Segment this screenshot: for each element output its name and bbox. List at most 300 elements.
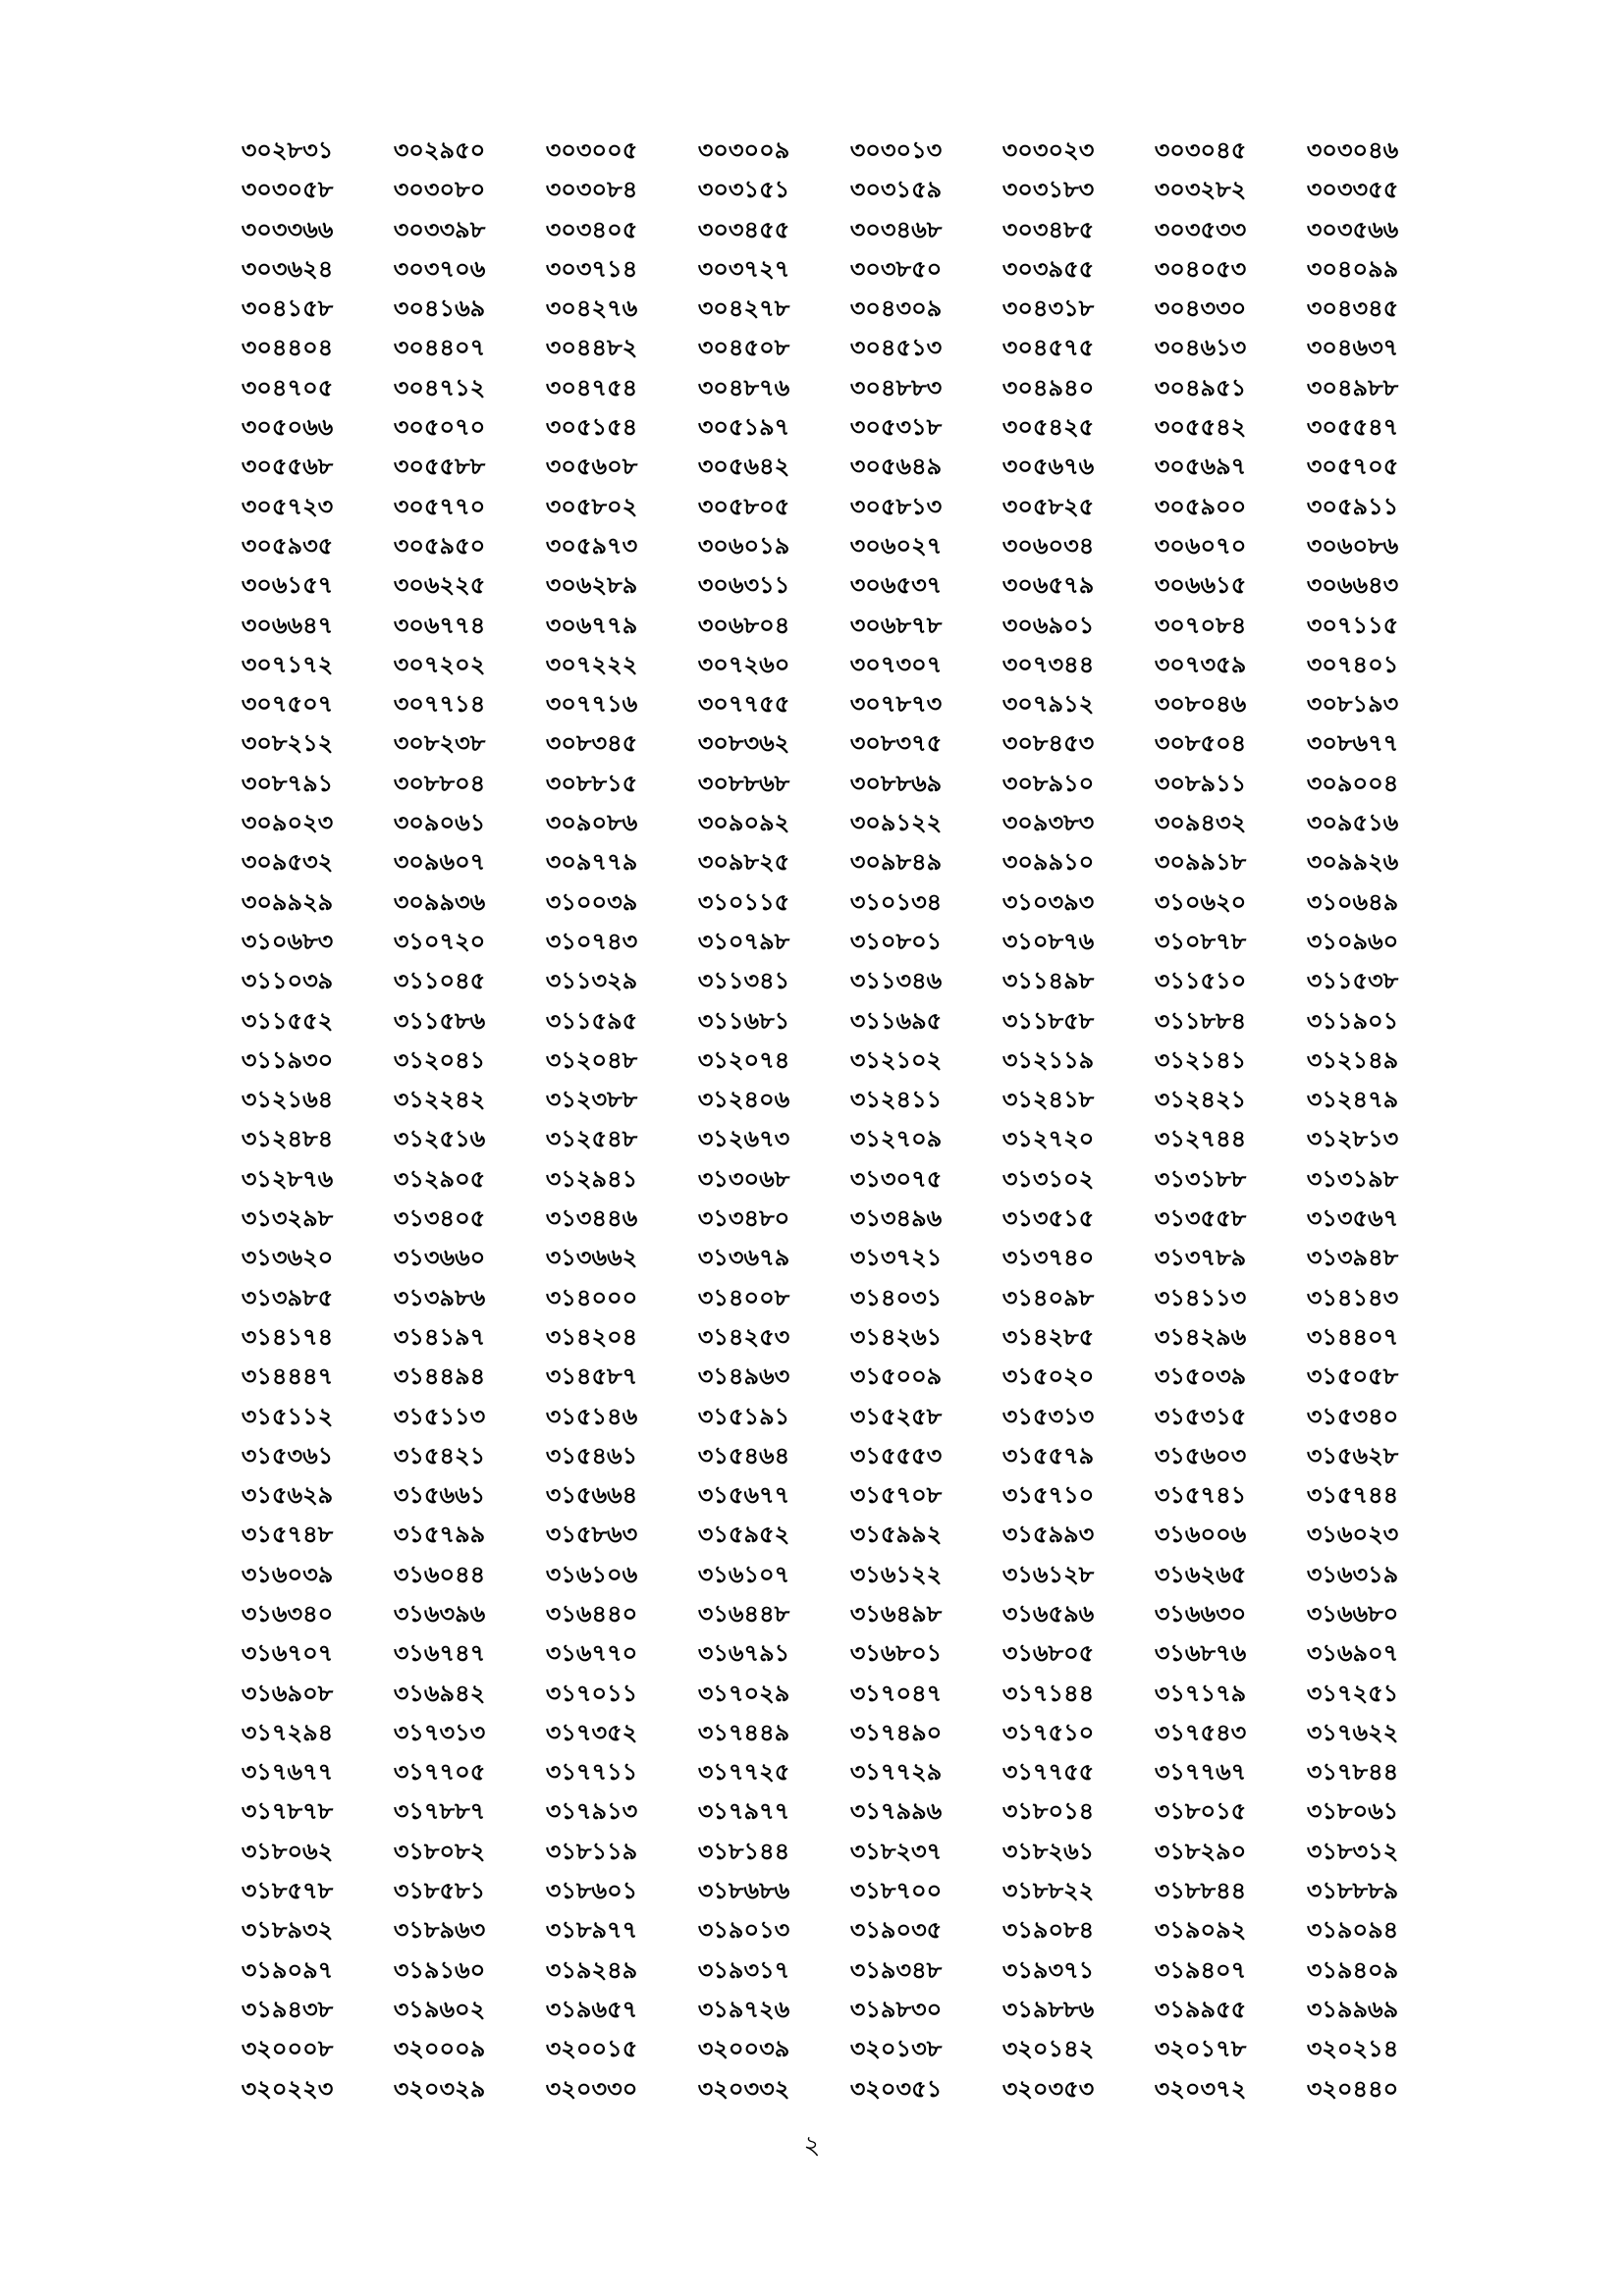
table-cell: ৩১৮০১৫ xyxy=(1154,1797,1247,1826)
table-cell: ৩১৮৮৮৯ xyxy=(1306,1877,1399,1905)
table-cell: ৩০৫৮০৫ xyxy=(697,492,790,520)
table-cell: ৩১৭২৯৪ xyxy=(241,1718,334,1746)
table-cell: ৩১৭৯৭৭ xyxy=(697,1797,790,1826)
table-cell: ৩১৩১০২ xyxy=(1001,1164,1095,1193)
table-cell: ৩১৩৭৪০ xyxy=(1001,1244,1095,1272)
table-cell: ৩০৪৫১৩ xyxy=(849,334,943,362)
table-cell: ৩১৩৭৮৯ xyxy=(1154,1244,1247,1272)
table-cell: ৩০৭৭১৪ xyxy=(393,690,486,719)
table-cell: ৩০৬৫৩৭ xyxy=(849,571,943,600)
table-cell: ৩১০৯৬০ xyxy=(1306,927,1399,955)
table-cell: ৩০৫৫৪৭ xyxy=(1306,413,1399,442)
table-cell: ৩২০০১৫ xyxy=(545,2035,638,2063)
table-cell: ৩১৯০৮৪ xyxy=(1001,1916,1095,1945)
table-cell: ৩০৩১৫১ xyxy=(697,176,790,204)
table-cell: ৩০৩৩৬৬ xyxy=(241,215,334,243)
table-cell: ৩০৫৩১৮ xyxy=(849,413,943,442)
table-cell: ৩১৩১৮৮ xyxy=(1154,1164,1247,1193)
table-cell: ৩০৩০২৩ xyxy=(1001,136,1095,164)
table-cell: ৩১৩৯৪৮ xyxy=(1306,1244,1399,1272)
table-cell: ৩১৭৫১০ xyxy=(1001,1718,1095,1746)
table-cell: ৩০৩০০৯ xyxy=(697,136,790,164)
table-cell: ৩২০৩৭২ xyxy=(1154,2074,1247,2103)
table-cell: ৩১১৮৫৮ xyxy=(1001,1006,1095,1035)
table-cell: ৩০৩০৫৮ xyxy=(241,176,334,204)
table-cell: ৩১৮৬৮৬ xyxy=(697,1877,790,1905)
table-cell: ৩১৭৯১৩ xyxy=(545,1797,638,1826)
table-cell: ৩০৮৩৭৫ xyxy=(849,729,943,758)
table-cell: ৩০৪২৭৬ xyxy=(545,294,638,323)
table-cell: ৩১১০৩৯ xyxy=(241,967,334,995)
table-cell: ৩০২৮৩১ xyxy=(241,136,334,164)
table-cell: ৩১২৮১৩ xyxy=(1306,1125,1399,1153)
table-cell: ৩০৪৪০৪ xyxy=(241,334,334,362)
table-cell: ৩১৫৩১৩ xyxy=(1001,1402,1095,1430)
table-cell: ৩১৫৩১৫ xyxy=(1154,1402,1247,1430)
table-cell: ৩১২৫৪৮ xyxy=(545,1125,638,1153)
table-cell: ৩১০৮৭৮ xyxy=(1154,927,1247,955)
table-cell: ৩১০৮৭৬ xyxy=(1001,927,1095,955)
table-cell: ৩১৬৮০৫ xyxy=(1001,1639,1095,1668)
table-cell: ৩০৩০৮০ xyxy=(393,176,486,204)
table-cell: ৩১৪১৯৭ xyxy=(393,1322,486,1351)
table-cell: ৩১২৫১৬ xyxy=(393,1125,486,1153)
table-cell: ৩০৪৮৭৬ xyxy=(697,373,790,401)
table-cell: ৩০৯৯২৯ xyxy=(241,887,334,916)
table-cell: ৩১৩৬৬২ xyxy=(545,1244,638,1272)
table-cell: ৩১৯৬০২ xyxy=(393,1995,486,2023)
table-cell: ৩২০০৩৯ xyxy=(697,2035,790,2063)
table-cell: ৩০৫৬০৮ xyxy=(545,453,638,481)
table-cell: ৩০৯০৬১ xyxy=(393,809,486,837)
table-cell: ৩০৪৩৪৫ xyxy=(1306,294,1399,323)
table-cell: ৩১৫২৫৮ xyxy=(849,1402,943,1430)
table-cell: ৩১৫৭০৮ xyxy=(849,1481,943,1510)
table-cell: ৩১২৪৭৯ xyxy=(1306,1086,1399,1114)
table-cell: ৩২০২২৩ xyxy=(241,2074,334,2103)
table-cell: ৩১২১১৯ xyxy=(1001,1045,1095,1074)
table-cell: ৩১৭৬৭৭ xyxy=(241,1758,334,1787)
table-cell: ৩০৭৫০৭ xyxy=(241,690,334,719)
table-cell: ৩০৭৩৫৯ xyxy=(1154,650,1247,678)
table-cell: ৩১৩১৯৮ xyxy=(1306,1164,1399,1193)
table-cell: ৩১৩৫৬৭ xyxy=(1306,1204,1399,1233)
table-cell: ৩১৯৪৩৮ xyxy=(241,1995,334,2023)
table-cell: ৩০৩৫৬৬ xyxy=(1306,215,1399,243)
table-cell: ৩০৩৭০৬ xyxy=(393,254,486,283)
table-cell: ৩১০৩৯৩ xyxy=(1001,887,1095,916)
table-cell: ৩১১৫৫২ xyxy=(241,1006,334,1035)
table-cell: ৩০৩৪০৫ xyxy=(545,215,638,243)
table-cell: ৩০৩০৪৫ xyxy=(1154,136,1247,164)
table-cell: ৩১৭৮৪৪ xyxy=(1306,1758,1399,1787)
table-cell: ৩০৫০৬৬ xyxy=(241,413,334,442)
table-cell: ৩১৭২৫১ xyxy=(1306,1679,1399,1707)
table-cell: ৩০৩২৮২ xyxy=(1154,176,1247,204)
table-cell: ৩০৪৯৮৮ xyxy=(1306,373,1399,401)
table-cell: ৩০৫৮০২ xyxy=(545,492,638,520)
table-cell: ৩১৮০৮২ xyxy=(393,1837,486,1865)
table-cell: ৩১৯৭২৬ xyxy=(697,1995,790,2023)
table-cell: ৩০৮৫০৪ xyxy=(1154,729,1247,758)
table-cell: ৩১৭১৪৪ xyxy=(1001,1679,1095,1707)
table-cell: ৩১৬৯০৭ xyxy=(1306,1639,1399,1668)
table-cell: ৩০৪২৭৮ xyxy=(697,294,790,323)
table-cell: ৩১২১৬৪ xyxy=(241,1086,334,1114)
table-cell: ৩০৩৪৮৫ xyxy=(1001,215,1095,243)
table-cell: ৩১৫০৫৮ xyxy=(1306,1362,1399,1391)
table-cell: ৩১৩৯৮৫ xyxy=(241,1283,334,1311)
table-cell: ৩১০৭২০ xyxy=(393,927,486,955)
table-cell: ৩০২৯৫০ xyxy=(393,136,486,164)
table-cell: ৩০৫৬৪২ xyxy=(697,453,790,481)
table-cell: ৩১৬৪৪৮ xyxy=(697,1599,790,1628)
table-cell: ৩১৭৭২৯ xyxy=(849,1758,943,1787)
table-cell: ৩০৫৮২৫ xyxy=(1001,492,1095,520)
table-cell: ৩১৬০০৬ xyxy=(1154,1521,1247,1549)
table-cell: ৩০৮৭৯১ xyxy=(241,769,334,797)
table-cell: ৩১৭৪৯০ xyxy=(849,1718,943,1746)
table-cell: ৩১৬৭৯১ xyxy=(697,1639,790,1668)
table-cell: ৩১৫৪২১ xyxy=(393,1441,486,1469)
table-cell: ৩০৬০৩৪ xyxy=(1001,531,1095,560)
number-table xyxy=(211,131,1429,2109)
table-cell: ৩০৩১৮৩ xyxy=(1001,176,1095,204)
table-cell: ৩১৬১০৬ xyxy=(545,1560,638,1588)
table-cell: ৩১৫৯৫২ xyxy=(697,1521,790,1549)
table-cell: ৩১০৬২০ xyxy=(1154,887,1247,916)
table-cell: ৩১৩৪৪৬ xyxy=(545,1204,638,1233)
table-cell: ৩১২৪২১ xyxy=(1154,1086,1247,1114)
table-cell: ৩১২৩৮৮ xyxy=(545,1086,638,1114)
table-cell: ৩১৭১৭৯ xyxy=(1154,1679,1247,1707)
table-cell: ৩২০৩৩২ xyxy=(697,2074,790,2103)
table-cell: ৩০৭১১৫ xyxy=(1306,611,1399,639)
table-cell: ৩১৫৭৯৯ xyxy=(393,1521,486,1549)
table-cell: ৩০৪১৫৮ xyxy=(241,294,334,323)
table-cell: ৩১৮১৪৪ xyxy=(697,1837,790,1865)
table-cell: ৩১১৫১০ xyxy=(1154,967,1247,995)
table-cell: ৩০৩৭১৪ xyxy=(545,254,638,283)
table-cell: ৩০৬২৮৯ xyxy=(545,571,638,600)
table-cell: ৩০৫০৭০ xyxy=(393,413,486,442)
table-cell: ৩১৬৭৭০ xyxy=(545,1639,638,1668)
table-cell: ৩০৫৫৪২ xyxy=(1154,413,1247,442)
table-cell: ৩১৯০১৩ xyxy=(697,1916,790,1945)
table-cell: ৩০৬০২৭ xyxy=(849,531,943,560)
table-cell: ৩১১৫৩৮ xyxy=(1306,967,1399,995)
table-cell: ৩১৯৬৫৭ xyxy=(545,1995,638,2023)
table-cell: ৩১৫১১৩ xyxy=(393,1402,486,1430)
table-cell: ৩১২৪০৬ xyxy=(697,1086,790,1114)
table-cell: ৩১৩০৭৫ xyxy=(849,1164,943,1193)
table-cell: ৩০৬০৮৬ xyxy=(1306,531,1399,560)
table-cell: ৩১৫৯৯২ xyxy=(849,1521,943,1549)
table-cell: ৩০৭৪০১ xyxy=(1306,650,1399,678)
table-cell: ৩০৯০২৩ xyxy=(241,809,334,837)
table-cell: ৩০৭৭১৬ xyxy=(545,690,638,719)
table-cell: ৩১১৩৪৬ xyxy=(849,967,943,995)
table-cell: ৩০৩৮৫০ xyxy=(849,254,943,283)
table-cell: ৩২০৩৫১ xyxy=(849,2074,943,2103)
table-cell: ৩০৬৫৭৯ xyxy=(1001,571,1095,600)
table-cell: ৩০৬৩১১ xyxy=(697,571,790,600)
table-cell: ৩১০৭৪৩ xyxy=(545,927,638,955)
table-cell: ৩২০১৩৮ xyxy=(849,2035,943,2063)
table-cell: ৩১৯১৬০ xyxy=(393,1955,486,1984)
table-cell: ৩০৬৬১৫ xyxy=(1154,571,1247,600)
table-cell: ৩১৯২৪৯ xyxy=(545,1955,638,1984)
table-cell: ৩১৬৭৪৭ xyxy=(393,1639,486,1668)
table-cell: ৩১৩০৬৮ xyxy=(697,1164,790,1193)
table-cell: ৩০৫৭০৫ xyxy=(1306,453,1399,481)
table-cell: ৩১৩৪৯৬ xyxy=(849,1204,943,1233)
table-cell: ৩১৪৯৬৩ xyxy=(697,1362,790,1391)
table-cell: ৩১৭৭৫৫ xyxy=(1001,1758,1095,1787)
table-cell: ৩১৭৫৪৩ xyxy=(1154,1718,1247,1746)
table-cell: ৩১৬৩৪০ xyxy=(241,1599,334,1628)
table-cell: ৩০৩৭২৭ xyxy=(697,254,790,283)
table-cell: ৩১৫৬৭৭ xyxy=(697,1481,790,1510)
table-cell: ৩১৭৭১১ xyxy=(545,1758,638,1787)
table-cell: ৩০৫৪২৫ xyxy=(1001,413,1095,442)
table-cell: ৩১৬৭০৭ xyxy=(241,1639,334,1668)
table-cell: ৩১২৪৮৪ xyxy=(241,1125,334,1153)
table-cell: ৩০৮৯১১ xyxy=(1154,769,1247,797)
table-cell: ৩০৮১৯৩ xyxy=(1306,690,1399,719)
table-cell: ৩১৮০৬২ xyxy=(241,1837,334,1865)
table-cell: ৩০৯৬০৭ xyxy=(393,848,486,877)
table-cell: ৩০৫৯০০ xyxy=(1154,492,1247,520)
table-cell: ৩২০০০৯ xyxy=(393,2035,486,2063)
table-cell: ৩১৭৬২২ xyxy=(1306,1718,1399,1746)
table-cell: ৩১৬৬৩০ xyxy=(1154,1599,1247,1628)
table-cell: ৩০৬৬৪৭ xyxy=(241,611,334,639)
table-cell: ৩০৪৮৮৩ xyxy=(849,373,943,401)
table-cell: ৩০৪৩০৯ xyxy=(849,294,943,323)
table-cell: ৩১২৭০৯ xyxy=(849,1125,943,1153)
table-cell: ৩১৮৯৭৭ xyxy=(545,1916,638,1945)
table-cell: ৩১৯৮৩০ xyxy=(849,1995,943,2023)
table-cell: ৩১১৩৪১ xyxy=(697,967,790,995)
table-cell: ৩১৫৫৭৯ xyxy=(1001,1441,1095,1469)
table-cell: ৩০৫৯৭৩ xyxy=(545,531,638,560)
table-cell: ৩১০৬৮৩ xyxy=(241,927,334,955)
table-cell: ৩১২৮৭৬ xyxy=(241,1164,334,1193)
table-cell: ৩১২৭৪৪ xyxy=(1154,1125,1247,1153)
table-cell: ৩১০৭৯৮ xyxy=(697,927,790,955)
table-cell: ৩১৫৭১০ xyxy=(1001,1481,1095,1510)
table-cell: ৩০৪৩১৮ xyxy=(1001,294,1095,323)
table-cell: ৩০৬৯০১ xyxy=(1001,611,1095,639)
table-cell: ৩০৩৬২৪ xyxy=(241,254,334,283)
table-cell: ৩১৬৫৯৬ xyxy=(1001,1599,1095,1628)
table-cell: ৩১৬৮৭৬ xyxy=(1154,1639,1247,1668)
table-cell: ৩০৫৫৬৮ xyxy=(241,453,334,481)
table-cell: ৩০৬৭৭৪ xyxy=(393,611,486,639)
table-cell: ৩২০৩৩০ xyxy=(545,2074,638,2103)
table-cell: ৩০৪৯৪০ xyxy=(1001,373,1095,401)
table-cell: ৩০৫৮১৩ xyxy=(849,492,943,520)
table-cell: ৩১৯০৯৪ xyxy=(1306,1916,1399,1945)
table-cell: ৩০৮৮১৫ xyxy=(545,769,638,797)
table-cell: ৩০৩৩৫৫ xyxy=(1306,176,1399,204)
table-cell: ৩১৬২৬৫ xyxy=(1154,1560,1247,1588)
table-cell: ৩০৮০৪৬ xyxy=(1154,690,1247,719)
table-cell: ৩০৪৩৩০ xyxy=(1154,294,1247,323)
table-cell: ৩০৩০০৫ xyxy=(545,136,638,164)
table-cell: ৩২০৪৪০ xyxy=(1306,2074,1399,2103)
table-cell: ৩১৪১৭৪ xyxy=(241,1322,334,1351)
table-cell: ৩১৬৯৪২ xyxy=(393,1679,486,1707)
table-cell: ৩০৪৫০৮ xyxy=(697,334,790,362)
table-cell: ৩১৬১০৭ xyxy=(697,1560,790,1588)
table-cell: ৩১৭০৪৭ xyxy=(849,1679,943,1707)
table-cell: ৩১৪৪০৭ xyxy=(1306,1322,1399,1351)
table-cell: ৩১১৪৯৮ xyxy=(1001,967,1095,995)
table-cell: ৩০৩০১৩ xyxy=(849,136,943,164)
table-cell: ৩১১৩২৯ xyxy=(545,967,638,995)
table-cell: ৩১৮৯৬৩ xyxy=(393,1916,486,1945)
table-cell: ৩১৯০৩৫ xyxy=(849,1916,943,1945)
table-cell: ৩১৬৮০১ xyxy=(849,1639,943,1668)
table-cell: ৩০৫৫৮৮ xyxy=(393,453,486,481)
table-cell: ৩০৭৩৪৪ xyxy=(1001,650,1095,678)
table-cell: ৩১২৯০৫ xyxy=(393,1164,486,1193)
table-cell: ৩১১৯৩০ xyxy=(241,1045,334,1074)
table-cell: ৩১৮৮২২ xyxy=(1001,1877,1095,1905)
table-cell: ৩১৪৪৪৭ xyxy=(241,1362,334,1391)
table-cell: ৩০৯০৮৬ xyxy=(545,809,638,837)
table-cell: ৩১১০৪৫ xyxy=(393,967,486,995)
table-cell: ৩০৮৪৫৩ xyxy=(1001,729,1095,758)
table-cell: ৩০৯৯৩৬ xyxy=(393,887,486,916)
table-cell: ৩১৪২৬১ xyxy=(849,1322,943,1351)
table-cell: ৩১৯৯৬৯ xyxy=(1306,1995,1399,2023)
table-cell: ৩০৪৯৫১ xyxy=(1154,373,1247,401)
table-cell: ৩১১৫৯৫ xyxy=(545,1006,638,1035)
table-cell: ৩১৫৬২৮ xyxy=(1306,1441,1399,1469)
table-cell: ৩১৫৯৯৩ xyxy=(1001,1521,1095,1549)
table-cell: ৩০৯০০৪ xyxy=(1306,769,1399,797)
table-cell: ৩১২২৪২ xyxy=(393,1086,486,1114)
table-cell: ৩১৫১১২ xyxy=(241,1402,334,1430)
table-cell: ৩১৭৮৭৮ xyxy=(241,1797,334,1826)
table-cell: ৩১৬৪৯৮ xyxy=(849,1599,943,1628)
table-cell: ৩১৫৭৪৮ xyxy=(241,1521,334,1549)
table-cell: ৩০৩৯৫৫ xyxy=(1001,254,1095,283)
table-cell: ৩০৮৩৪৫ xyxy=(545,729,638,758)
table-cell: ৩১৫১৪৬ xyxy=(545,1402,638,1430)
table-cell: ৩০৭৯১২ xyxy=(1001,690,1095,719)
table-cell: ৩১৪২০৪ xyxy=(545,1322,638,1351)
table-cell: ৩১৪৪৯৪ xyxy=(393,1362,486,1391)
table-cell: ৩১৩৬৬০ xyxy=(393,1244,486,1272)
table-cell: ৩০৮৯১০ xyxy=(1001,769,1095,797)
table-cell: ৩১৮৫৭৮ xyxy=(241,1877,334,1905)
table-cell: ৩১৯৩৪৮ xyxy=(849,1955,943,1984)
table-cell: ৩১৭৩১৩ xyxy=(393,1718,486,1746)
table-cell: ৩০৪০৯৯ xyxy=(1306,254,1399,283)
table-cell: ৩০৯০৯২ xyxy=(697,809,790,837)
table-cell: ৩০৮২১২ xyxy=(241,729,334,758)
table-cell: ৩১৮৫৮১ xyxy=(393,1877,486,1905)
table-cell: ৩০৩৪৬৮ xyxy=(849,215,943,243)
table-cell: ৩১৬০৪৪ xyxy=(393,1560,486,1588)
table-cell: ৩১৮২৯০ xyxy=(1154,1837,1247,1865)
table-cell: ৩০৩১৫৯ xyxy=(849,176,943,204)
table-cell: ৩১১৫৮৬ xyxy=(393,1006,486,1035)
table-cell: ৩০৬২২৫ xyxy=(393,571,486,600)
table-cell: ৩০৮২৩৮ xyxy=(393,729,486,758)
table-cell: ৩০৭৭৫৫ xyxy=(697,690,790,719)
table-cell: ৩১২৬৭৩ xyxy=(697,1125,790,1153)
table-cell: ৩১৫৮৬৩ xyxy=(545,1521,638,1549)
table-cell: ৩১২১০২ xyxy=(849,1045,943,1074)
table-cell: ৩১৯৪০৯ xyxy=(1306,1955,1399,1984)
table-cell: ৩০৯৮২৫ xyxy=(697,848,790,877)
table-cell: ৩১৩৭২১ xyxy=(849,1244,943,1272)
table-cell: ৩০৬৮০৪ xyxy=(697,611,790,639)
table-cell: ৩০৩০৪৬ xyxy=(1306,136,1399,164)
table-cell: ৩১৪০০৮ xyxy=(697,1283,790,1311)
table-cell: ৩০৮৬৭৭ xyxy=(1306,729,1399,758)
table-cell: ৩০৯৯১০ xyxy=(1001,848,1095,877)
table-cell: ৩১২৪১১ xyxy=(849,1086,943,1114)
table-cell: ৩১০০৩৯ xyxy=(545,887,638,916)
table-cell: ৩১২৯৪১ xyxy=(545,1164,638,1193)
table-cell: ৩১৫৬০৩ xyxy=(1154,1441,1247,1469)
table-cell: ৩০৪৭১২ xyxy=(393,373,486,401)
table-cell: ৩০৭৩০৭ xyxy=(849,650,943,678)
table-cell: ৩১২১৪৯ xyxy=(1306,1045,1399,1074)
table-cell: ৩১৬০৩৯ xyxy=(241,1560,334,1588)
table-cell: ৩১৬১২৮ xyxy=(1001,1560,1095,1588)
table-cell: ৩১৭৪৪৯ xyxy=(697,1718,790,1746)
table-cell: ৩০৯৯১৮ xyxy=(1154,848,1247,877)
table-cell: ৩০৭০৮৪ xyxy=(1154,611,1247,639)
table-cell: ৩১৭৭০৫ xyxy=(393,1758,486,1787)
table-cell: ৩০৩০৮৪ xyxy=(545,176,638,204)
table-cell: ৩০৪৫৭৫ xyxy=(1001,334,1095,362)
table-cell: ৩১৯০৯২ xyxy=(1154,1916,1247,1945)
table-cell: ৩১৯৯৫৫ xyxy=(1154,1995,1247,2023)
table-cell: ৩০৫৬৭৬ xyxy=(1001,453,1095,481)
table-cell: ৩০৯৫১৬ xyxy=(1306,809,1399,837)
table-cell: ৩১৯৪০৭ xyxy=(1154,1955,1247,1984)
table-cell: ৩২০০০৮ xyxy=(241,2035,334,2063)
table-cell: ৩০৪৭৫৪ xyxy=(545,373,638,401)
table-cell: ৩০৪০৫৩ xyxy=(1154,254,1247,283)
table-cell: ৩১৩৬২০ xyxy=(241,1244,334,1272)
table-cell: ৩০৮৮০৪ xyxy=(393,769,486,797)
table-cell: ৩১২০৭৪ xyxy=(697,1045,790,1074)
table-cell: ৩০৫১৯৭ xyxy=(697,413,790,442)
table-cell: ৩১৬৬৮০ xyxy=(1306,1599,1399,1628)
table-cell: ৩১৭৮৮৭ xyxy=(393,1797,486,1826)
table-cell: ৩০৬৭৭৯ xyxy=(545,611,638,639)
table-cell: ৩১৫১৯১ xyxy=(697,1402,790,1430)
table-cell: ৩১৬৯০৮ xyxy=(241,1679,334,1707)
table-cell: ৩১১৬৮১ xyxy=(697,1006,790,1035)
table-cell: ৩১৭৭২৫ xyxy=(697,1758,790,1787)
table-cell: ৩১৫৪৬১ xyxy=(545,1441,638,1469)
table-cell: ৩০৯৭৭৯ xyxy=(545,848,638,877)
table-cell: ৩১৯০৯৭ xyxy=(241,1955,334,1984)
table-cell: ৩২০১৭৮ xyxy=(1154,2035,1247,2063)
table-cell: ৩১০১১৫ xyxy=(697,887,790,916)
table-cell: ৩০৭২৬০ xyxy=(697,650,790,678)
